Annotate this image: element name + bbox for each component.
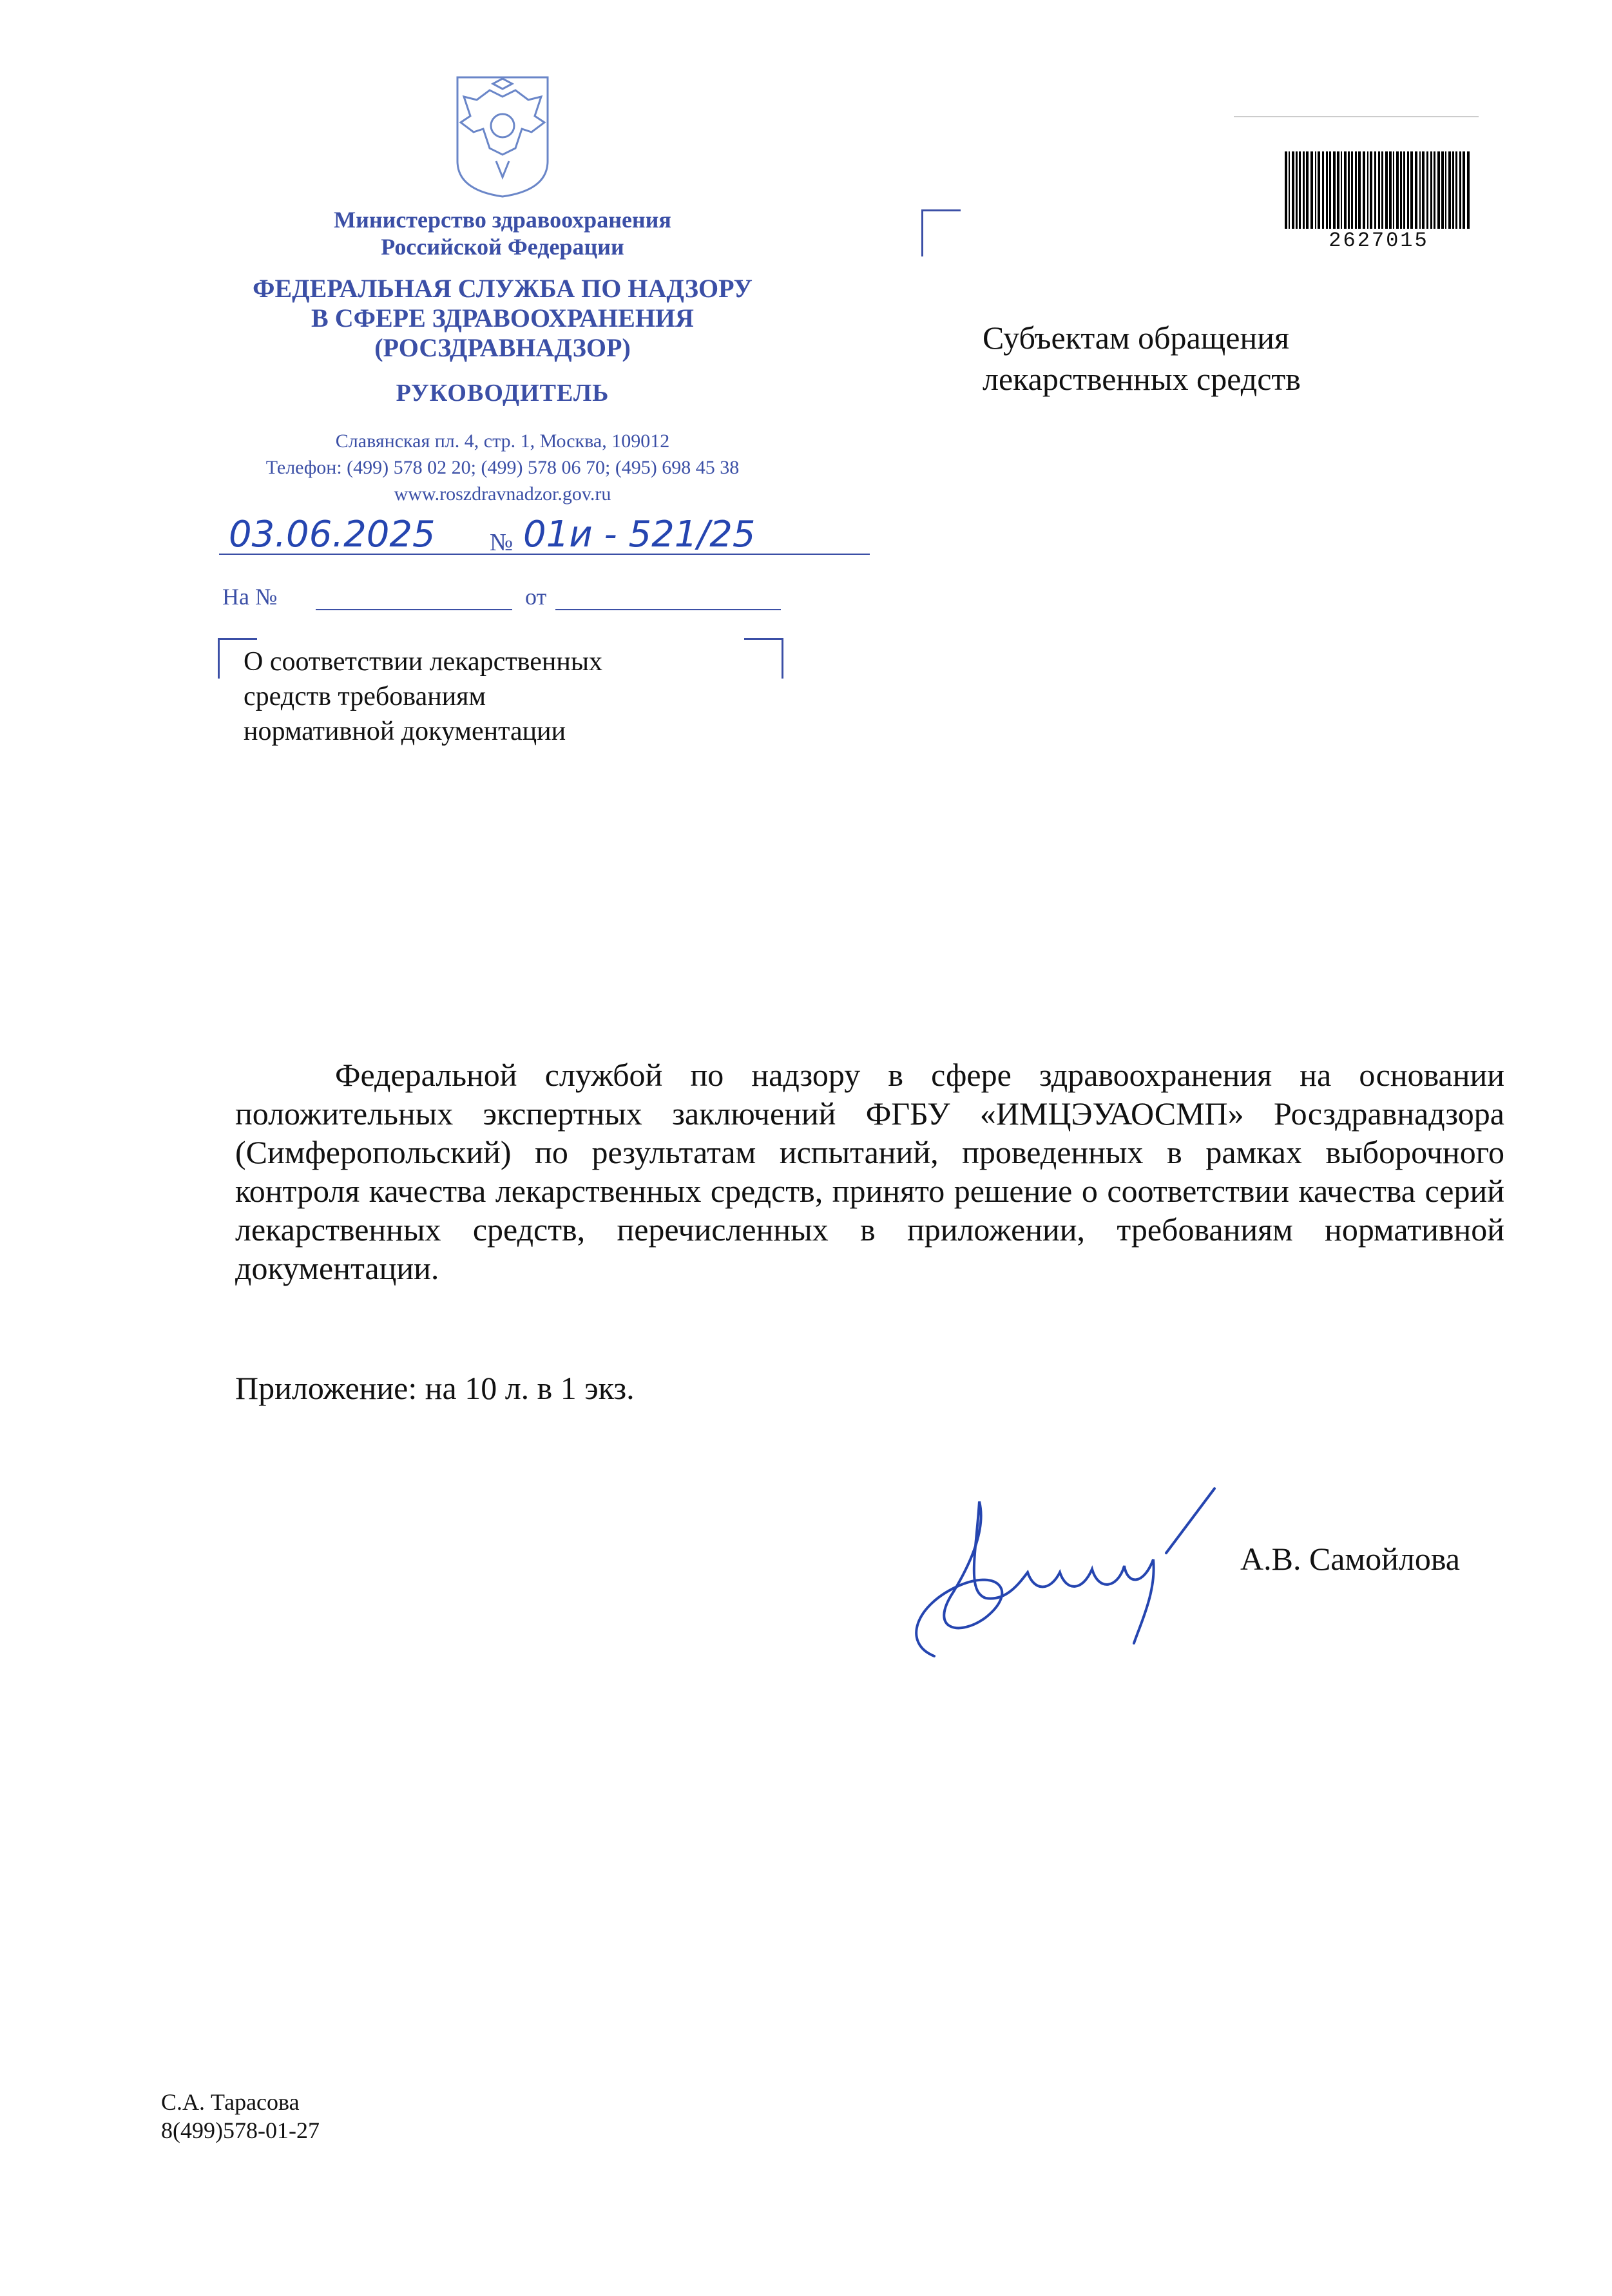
barcode-bar	[1410, 151, 1413, 229]
head-role: РУКОВОДИТЕЛЬ	[396, 380, 609, 407]
number-sign: №	[490, 529, 513, 556]
phones: Телефон: (499) 578 02 20; (499) 578 06 70; (495) 698 45 38	[265, 457, 740, 478]
russian-coat-of-arms-icon	[438, 71, 567, 200]
service-line-3: (РОСЗДРАВНАДЗОР)	[374, 333, 631, 362]
barcode-bar	[1407, 151, 1409, 229]
barcode-bar	[1374, 151, 1376, 229]
barcode-bar	[1285, 151, 1287, 229]
barcode-bar	[1452, 151, 1454, 229]
subject-line-1: О соответствии лекарственных	[244, 647, 603, 677]
barcode-bar	[1437, 151, 1440, 229]
signer-name: А.В. Самойлова	[1240, 1541, 1460, 1577]
reply-to-label: На №	[222, 584, 278, 610]
addressee-block	[983, 317, 1434, 400]
barcode-bar	[1296, 151, 1298, 229]
barcode-bar	[1467, 151, 1470, 229]
handwritten-signature	[889, 1463, 1224, 1675]
registration-number: 01и - 521/25	[523, 514, 756, 555]
contacts-block	[193, 428, 812, 507]
ministry-line-1: Министерство здравоохранения	[334, 207, 671, 233]
letter-body	[235, 1056, 1504, 1288]
barcode-bar	[1355, 151, 1357, 229]
barcode-top-line	[1234, 116, 1479, 117]
barcode-bar	[1434, 151, 1435, 229]
addressee-line-2: лекарственных средств	[983, 361, 1301, 397]
barcode-bar	[1329, 151, 1331, 229]
barcode-bar	[1348, 151, 1350, 229]
barcode-bar	[1358, 151, 1361, 229]
reply-to-date-line	[555, 609, 781, 610]
executor-block	[161, 2088, 320, 2145]
barcode-bar	[1378, 151, 1380, 229]
addressee-line-1: Субъектам обращения	[983, 320, 1289, 356]
barcode-bar	[1326, 151, 1328, 229]
barcode-number: 2627015	[1329, 229, 1429, 253]
barcode-bar	[1463, 151, 1465, 229]
barcode-bar	[1318, 151, 1320, 229]
barcode-bar	[1426, 151, 1428, 229]
barcode-bar	[1441, 151, 1444, 229]
barcode-bar	[1370, 151, 1372, 229]
barcode-bar	[1292, 151, 1294, 229]
barcode	[1282, 151, 1475, 229]
barcode-bar	[1315, 151, 1316, 229]
barcode-bar	[1351, 151, 1353, 229]
barcode-bar	[1337, 151, 1339, 229]
barcode-bar	[1448, 151, 1451, 229]
appendix-note: Приложение: на 10 л. в 1 экз.	[235, 1370, 635, 1406]
executor-name: С.А. Тарасова	[161, 2089, 300, 2115]
barcode-bar	[1381, 151, 1383, 229]
barcode-bar	[1303, 151, 1305, 229]
barcode-bar	[1310, 151, 1313, 229]
barcode-bar	[1422, 151, 1425, 229]
barcode-bar	[1419, 151, 1421, 229]
barcode-bar	[1396, 151, 1399, 229]
ministry-line-2: Российской Федерации	[381, 234, 624, 260]
barcode-bar	[1341, 151, 1342, 229]
barcode-bar	[1333, 151, 1336, 229]
subject-line-3: нормативной документации	[244, 717, 566, 746]
barcode-bar	[1367, 151, 1368, 229]
barcode-bar	[1400, 151, 1402, 229]
subject-block	[244, 644, 733, 749]
barcode-bar	[1445, 151, 1446, 229]
subject-line-2: средств требованиям	[244, 682, 486, 711]
barcode-bar	[1306, 151, 1309, 229]
barcode-bar	[1415, 151, 1417, 229]
barcode-bar	[1389, 151, 1392, 229]
barcode-bar	[1344, 151, 1347, 229]
body-paragraph: Федеральной службой по надзору в сфере здравоохранения на основании положительных экспертных заключений ФГБУ «ИМЦЭУАОСМП» Росздравнадзора (Симферопольский) по результатам испытаний, проведенных в рамках выборочного контроля качества лекарственных средств, принято решение о соответствии качества серий лекарственных средств, перечисленных в приложении, требованиям нормативной документации.	[235, 1057, 1504, 1286]
barcode-bar	[1459, 151, 1461, 229]
barcode-bar	[1403, 151, 1405, 229]
service-line-2: В СФЕРЕ ЗДРАВООХРАНЕНИЯ	[311, 304, 694, 333]
service-name	[200, 274, 805, 363]
barcode-bar	[1363, 151, 1365, 229]
ministry-name	[232, 206, 773, 260]
barcode-bar	[1430, 151, 1432, 229]
barcode-bar	[1385, 151, 1388, 229]
website-link[interactable]: www.roszdravnadzor.gov.ru	[394, 483, 611, 505]
addressee-corner	[921, 209, 961, 256]
reply-to-number-line	[316, 609, 512, 610]
address: Славянская пл. 4, стр. 1, Москва, 109012	[335, 430, 670, 452]
barcode-bar	[1289, 151, 1290, 229]
registration-date: 03.06.2025	[229, 514, 436, 555]
barcode-bar	[1455, 151, 1457, 229]
barcode-bar	[1299, 151, 1301, 229]
executor-phone: 8(499)578-01-27	[161, 2118, 320, 2143]
barcode-bar	[1393, 151, 1394, 229]
service-line-1: ФЕДЕРАЛЬНАЯ СЛУЖБА ПО НАДЗОРУ	[253, 274, 753, 303]
subject-corner-right	[744, 638, 783, 679]
barcode-bar	[1322, 151, 1324, 229]
from-label: от	[525, 584, 547, 610]
